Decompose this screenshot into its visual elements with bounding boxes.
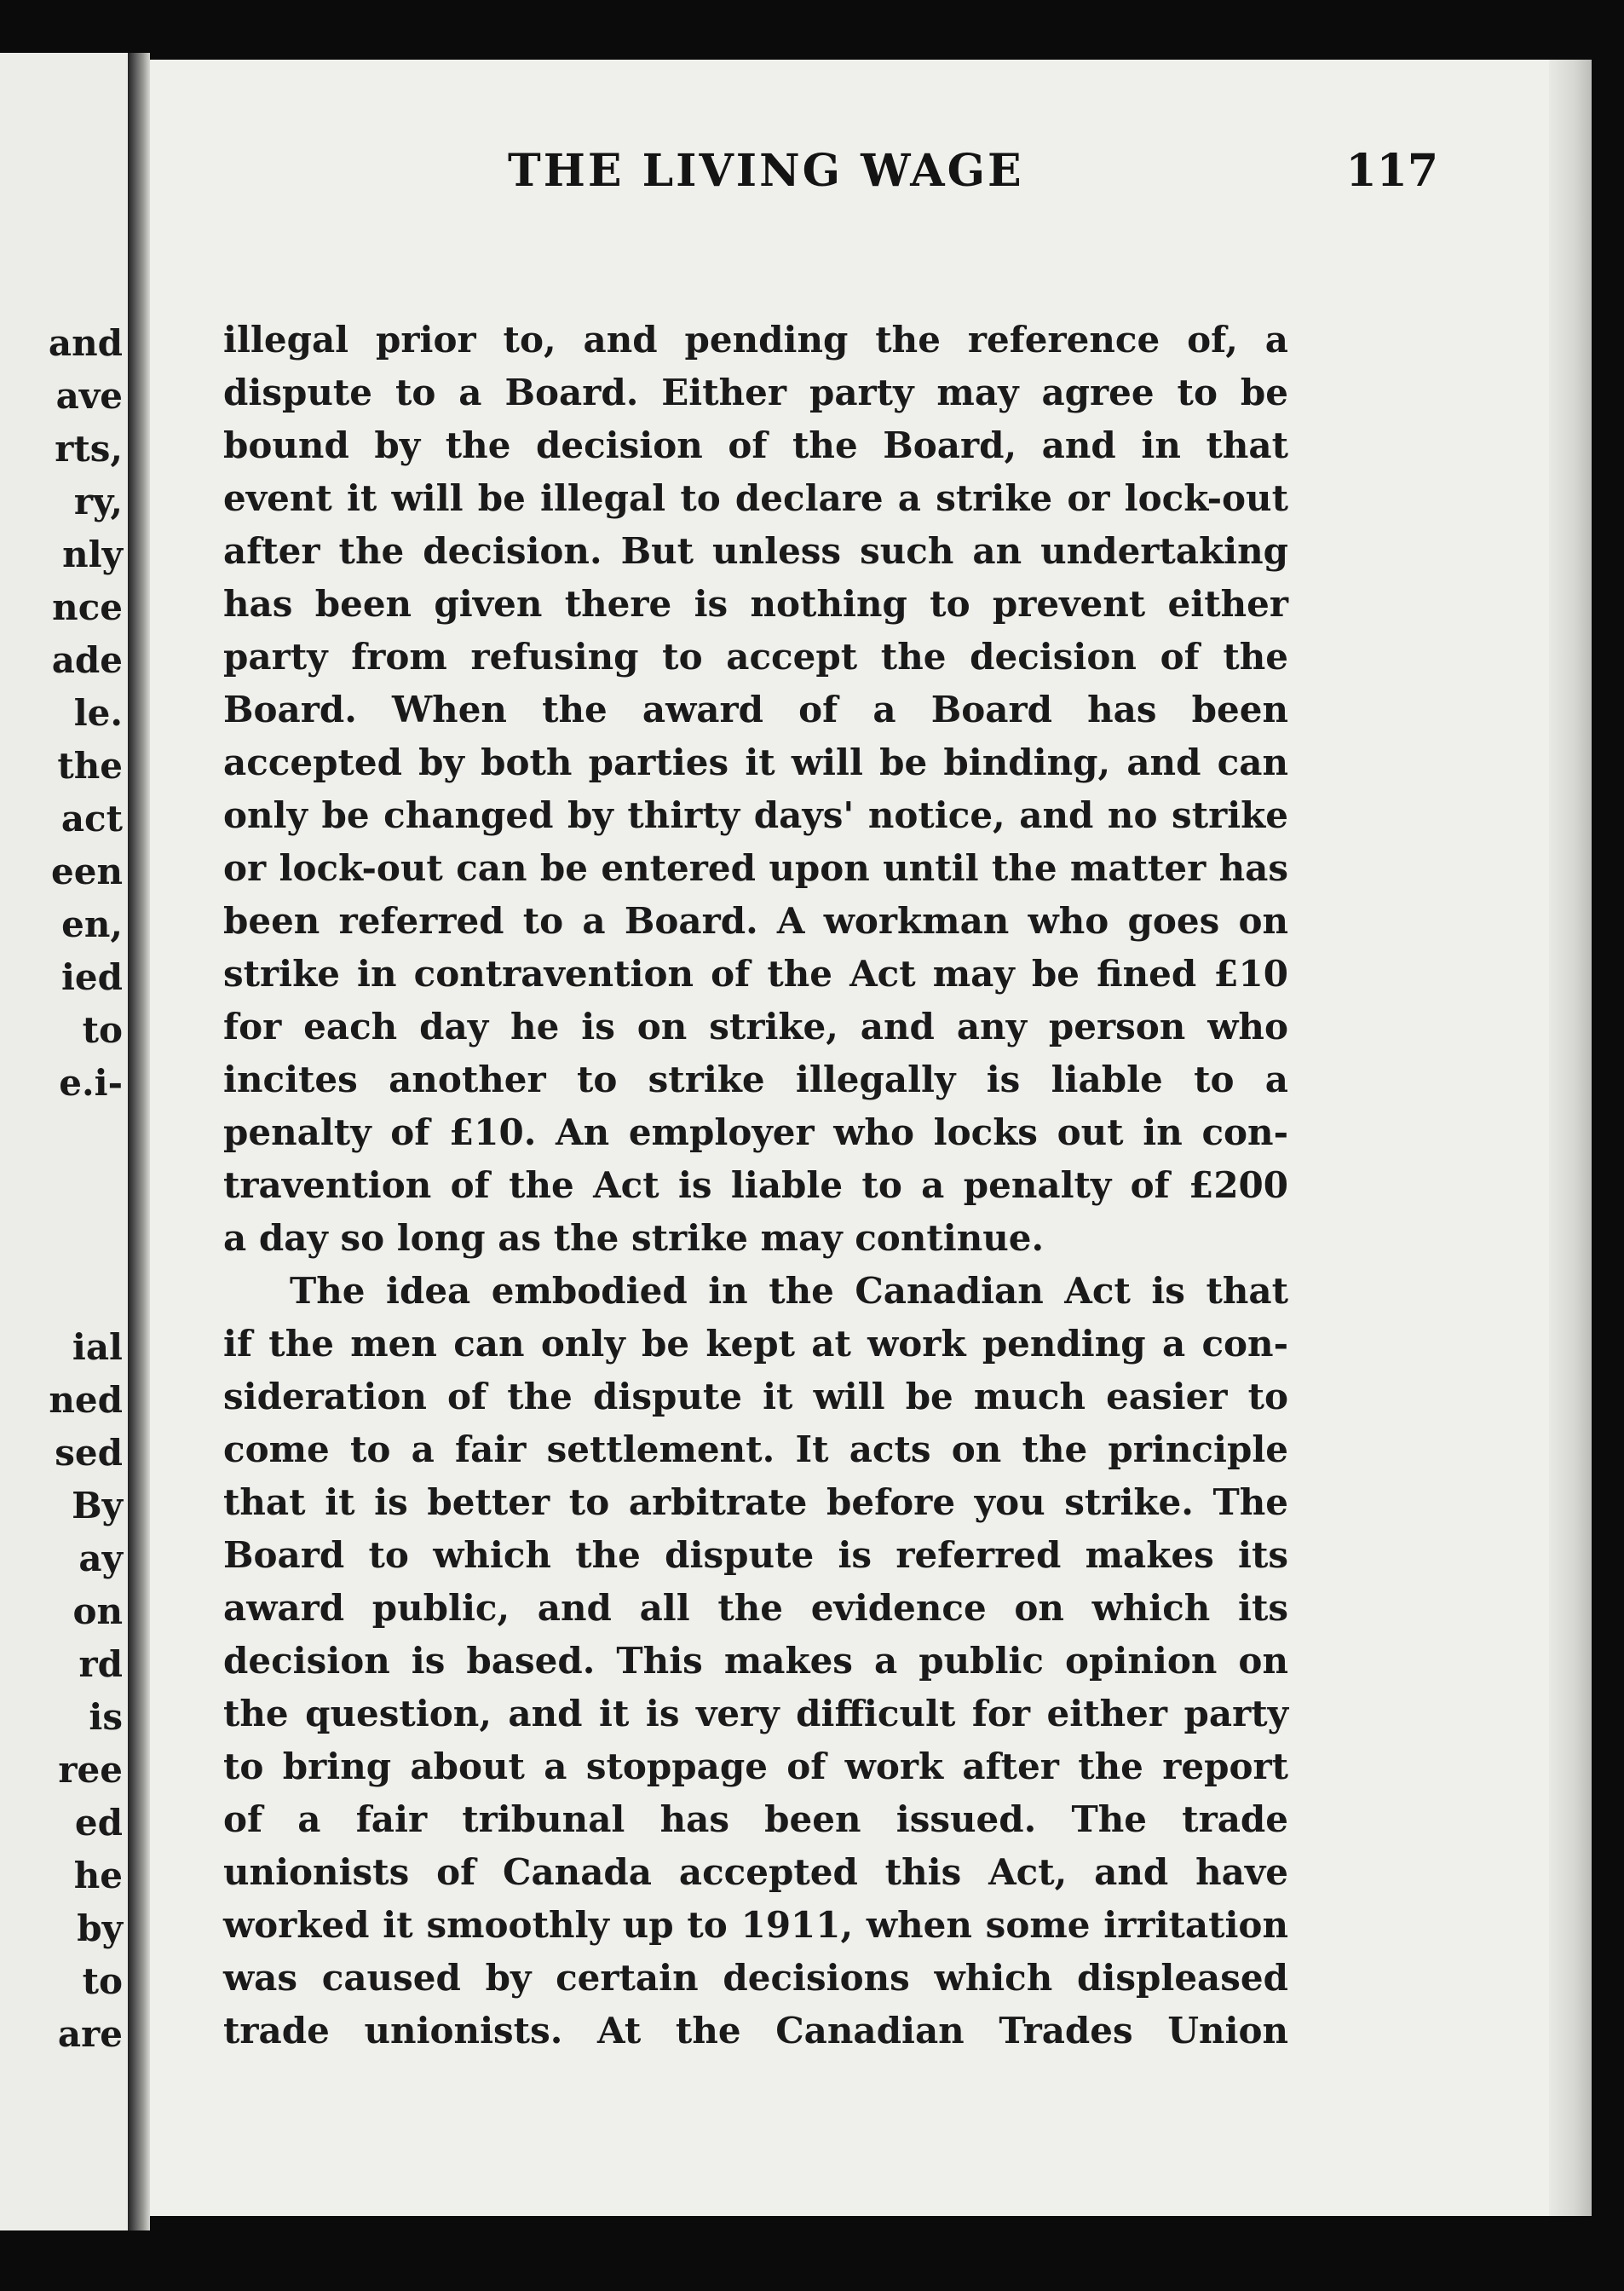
text-line: or lock-out can be entered upon until the matter has <box>223 847 1288 889</box>
text-line: been referred to a Board. A workman who goes on <box>223 900 1288 942</box>
page-header <box>150 145 1438 205</box>
facing-page-fragment: ade <box>51 639 123 681</box>
book-gutter <box>128 53 150 2230</box>
page-edge <box>1549 60 1592 2216</box>
facing-page-fragment: een <box>51 851 123 892</box>
facing-page-fragment: ned <box>49 1379 123 1421</box>
text-line: illegal prior to, and pending the reference of, a <box>223 319 1288 361</box>
text-line: award public, and all the evidence on which its <box>223 1587 1288 1629</box>
facing-page-fragment: nly <box>62 534 123 575</box>
text-line: come to a fair settlement. It acts on the principle <box>223 1428 1288 1470</box>
facing-page-fragment: rd <box>78 1643 123 1685</box>
text-line: Board. When the award of a Board has been <box>223 689 1288 730</box>
text-line: accepted by both parties it will be binding, and can <box>223 742 1288 783</box>
facing-page-fragment: to <box>82 1009 123 1051</box>
page-number: 117 <box>1345 145 1438 197</box>
text-line: dispute to a Board. Either party may agree to be <box>223 372 1288 413</box>
facing-page-fragment: rts, <box>55 428 123 470</box>
facing-page-fragment: ave <box>55 375 123 417</box>
text-line: decision is based. This makes a public opinion on <box>223 1640 1288 1682</box>
facing-page-fragment: the <box>57 745 123 787</box>
text-line: event it will be illegal to declare a strike or lock-out <box>223 477 1288 519</box>
facing-page-fragment: ed <box>74 1802 123 1844</box>
text-line: only be changed by thirty days' notice, and no strike <box>223 794 1288 836</box>
text-line: worked it smoothly up to 1911, when some irritation <box>223 1904 1288 1946</box>
body-text <box>223 314 1288 2057</box>
facing-page-fragment: ry, <box>73 481 123 522</box>
text-line: was caused by certain decisions which displeased <box>223 1957 1288 1999</box>
text-line: sideration of the dispute it will be much easier to <box>223 1376 1288 1417</box>
running-head: THE LIVING WAGE <box>508 145 1024 197</box>
facing-page-fragment: ied <box>60 956 123 998</box>
text-line: if the men can only be kept at work pending a con- <box>223 1323 1288 1365</box>
facing-page-fragment: sed <box>55 1432 123 1474</box>
text-line: The idea embodied in the Canadian Act is that <box>290 1270 1288 1312</box>
text-line: of a fair tribunal has been issued. The trade <box>223 1798 1288 1840</box>
text-line: penalty of £10. An employer who locks out in con- <box>223 1111 1288 1153</box>
facing-page-fragment: ree <box>58 1749 123 1791</box>
facing-page-fragment: en, <box>61 903 123 945</box>
facing-page-fragment: on <box>72 1590 123 1632</box>
text-line: has been given there is nothing to prevent either <box>223 583 1288 625</box>
facing-page-fragment: act <box>60 798 123 840</box>
text-line: party from refusing to accept the decision of the <box>223 636 1288 678</box>
facing-page-fragment: ial <box>72 1326 123 1368</box>
facing-page-fragment: e.i- <box>59 1062 123 1104</box>
facing-page-fragment: to <box>82 1960 123 2002</box>
text-line: unionists of Canada accepted this Act, and have <box>223 1851 1288 1893</box>
facing-page-fragment: by <box>77 1907 123 1949</box>
text-line: bound by the decision of the Board, and in that <box>223 424 1288 466</box>
text-line: to bring about a stoppage of work after the report <box>223 1746 1288 1787</box>
text-line: trade unionists. At the Canadian Trades Union <box>223 2010 1288 2052</box>
text-line: strike in contravention of the Act may be fined £10 <box>223 953 1288 995</box>
facing-page-fragment: are <box>57 2013 123 2055</box>
text-line: a day so long as the strike may continue. <box>223 1217 1045 1259</box>
text-line: Board to which the dispute is referred makes its <box>223 1534 1288 1576</box>
facing-page-fragment: is <box>89 1696 123 1738</box>
facing-page <box>0 53 128 2230</box>
text-line: after the decision. But unless such an undertaking <box>223 530 1288 572</box>
text-line: the question, and it is very difficult for either party <box>223 1693 1288 1734</box>
facing-page-fragment: le. <box>73 692 123 734</box>
facing-page-fragment: he <box>73 1855 123 1896</box>
text-line: that it is better to arbitrate before you strike. The <box>223 1481 1288 1523</box>
facing-page-fragment: ay <box>78 1538 123 1579</box>
facing-page-fragment: nce <box>52 586 123 628</box>
text-line: travention of the Act is liable to a penalty of £200 <box>223 1164 1288 1206</box>
facing-page-fragment: and <box>48 322 123 364</box>
text-line: incites another to strike illegally is liable to a <box>223 1059 1288 1100</box>
facing-page-fragment: By <box>72 1485 123 1526</box>
text-line: for each day he is on strike, and any person who <box>223 1006 1288 1047</box>
